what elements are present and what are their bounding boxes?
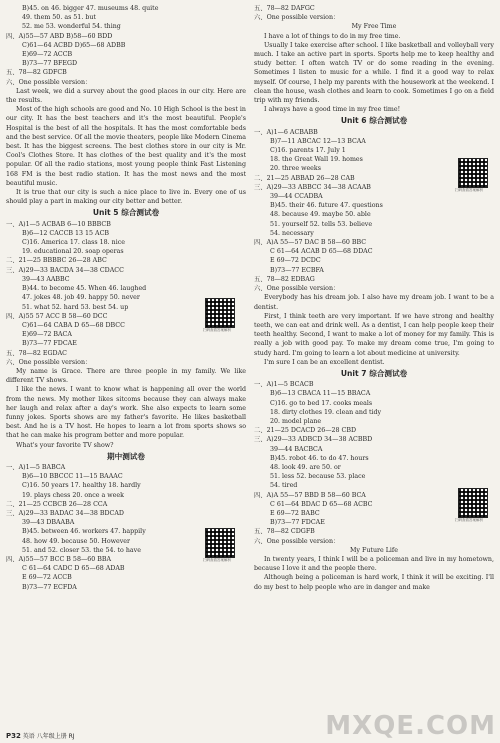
answer-line: E)69—72 ACCB [22, 51, 73, 59]
answer-line: B)45. between 46. workers 47. happily [22, 528, 146, 536]
footer-subject: 英语 八年级上册 RJ [22, 733, 75, 740]
answer-line: B)73—77 FDCAE [22, 340, 77, 348]
essay-title: 六、One possible version： [6, 358, 92, 366]
answer-line: 五、78—82 EGDAC [6, 349, 67, 357]
essay-paragraph: I always have a good time in my free time! [264, 106, 401, 114]
answer-line: 20. three weeks [270, 165, 321, 173]
essay-paragraph: It is true that our city is such a nice place to live in. Every one of us should play a part in making our city better and better. [6, 189, 246, 206]
answer-line: 48. because 49. maybe 50. able [270, 211, 371, 219]
essay-future-life [254, 555, 494, 592]
answer-line: 一、A)1—6 ACBABB [254, 128, 318, 136]
answer-line: 四、A)55 57 ACC B 58—60 DCC [6, 312, 108, 320]
unit6-answers [254, 128, 494, 284]
answer-line: 47. jokes 48. job 49. happy 50. never [22, 294, 140, 302]
answer-line: 四、A)A 55—57 BBD B 58—60 BCA [254, 491, 366, 499]
answer-line: 五、78—82 GDFCB [6, 69, 67, 77]
unit6-heading: Unit 6 综合测试卷 [340, 116, 408, 126]
unit5-answers [6, 220, 246, 358]
essay-paragraph: Although being a policeman is hard work, I think it will be exciting. I'll do my best to help people who are in danger and make [254, 574, 494, 591]
watermark: MXQE.COM [325, 711, 496, 741]
answer-line: C 61—64 CADC D 65—68 ADAB [22, 565, 125, 573]
essay-title: 六、One possible version： [254, 285, 340, 293]
essay-paragraph: I'm sure I can be an excellent dentist. [264, 358, 385, 366]
essay-paragraph: Most of the high schools are good and No. 10 High School is the best in our city. It has the best teachers and it's the most beautiful. People's Hospital is the best of all the hospitals. It has the most comfortable beds and the best service. Of all the movie theaters, people like Modern Cinema best. It has the biggest screens. The best clothes store in our city is Mr. Cool's Clothes Store. It has clothes of the best quality and it's the most popular. Of all the radio stations, most young people think Fast Listening 168 FM is the best radio station. It has the most news and the most beautiful music. [6, 106, 246, 187]
essay-title: 六、One possible version： [254, 537, 340, 545]
answer-line: C)16. 50 years 17. healthy 18. hardly [22, 482, 141, 490]
answer-line: 20. model plane [270, 417, 322, 425]
answer-line: 三、A)29—33 ADBCD 34—38 ACBBD [254, 436, 373, 444]
answer-line: 一、A)1—5 ACBAB 6—10 BBBCB [6, 220, 111, 228]
answer-line: B)7—11 ABCAC 12—13 BCAA [270, 137, 366, 145]
essay-paragraph: I have a lot of things to do in my free time. [264, 32, 401, 40]
answer-line: 48. look 49. are 50. or [270, 463, 341, 471]
answer-line: C 61—64 ACAB D 65—68 DDAC [270, 248, 373, 256]
answer-line: 二、21—25 DCACD 26—28 CBD [254, 427, 357, 435]
page-number: P32 [6, 732, 21, 740]
answer-line: 51. yourself 52. tells 53. believe [270, 220, 373, 228]
essay-paragraph: I like the news. I want to know what is happening all over the world from the news. My mother likes sitcoms because they can always make her laugh and relax after a day's work. She also expects to learn some funny jokes. Sports shows are my father's favorite. He likes basketball best. And he is a TV host. He hopes to learn a lot from sports shows so that he can make his program better and more popular. [6, 386, 246, 440]
qr-code-icon [205, 528, 235, 558]
answer-line: 五、78—82 DAFGC [254, 5, 315, 12]
answer-line: 一、A)1—5 BABCA [6, 463, 66, 471]
qr-code-icon [458, 158, 488, 188]
answer-line: 二、21—25 CCBCB 26—28 CCA [6, 500, 108, 508]
essay-paragraph: First, I think teeth are very important. If we have strong and healthy teeth, we can eat and drink well. As a dentist, I can help people keep their teeth healthy. Second, I want to make a lot of money for my family. This is really a job with good pay. To make my dream come true, I'm going to study hard. I'm going to learn a lot about medicine at university. [254, 312, 494, 357]
essay-paragraph: Usually I take exercise after school. I like basketball and volleyball very much. I take an active part in sports. Sports help me to keep healthy and study better. I often watch TV or do some reading in the evening. Sometimes I listen to music for a while. I find it a good way to relax myself. Of course, I help my parents with the housework at the weekend. I clean the house, wash clothes and learn to cook. Sometimes I go on a field trip with my friends. [254, 41, 494, 105]
answer-line: B)73—77 BFEGD [22, 60, 78, 68]
answer-line: B)73—77 ECFDA [22, 583, 77, 591]
answer-line: B)44. to become 45. When 46. laughed [22, 285, 147, 293]
answer-line: 19. plays chess 20. once a week [22, 491, 124, 499]
answer-line: 18. dirty clothes 19. clean and tidy [270, 408, 382, 416]
answer-line: 54. tired [270, 482, 298, 490]
essay-paragraph: My name is Grace. There are three people in my family. We like different TV shows. [6, 367, 246, 385]
essay-tv-shows [6, 367, 246, 450]
answer-line: E 69—72 BABC [270, 509, 320, 517]
answer-line: 五、78—82 EDBAG [254, 275, 315, 283]
answer-line: C)16. parents 17. July 1 [270, 147, 346, 155]
essay-heading: My Free Time [351, 23, 397, 31]
answer-line: 54. necessary [270, 229, 314, 237]
answer-line: C)61—64 ACBD D)65—68 ADBB [22, 41, 126, 49]
answer-line: 四、A)A 55—57 DAC B 58—60 BBC [254, 239, 367, 247]
answer-line: 四、A)55—57 BCC B 58—60 BBA [6, 555, 112, 563]
essay-dream-job [254, 293, 494, 367]
answer-line: 二、21—25 BBBBC 26—28 ABC [6, 257, 107, 265]
qr-code-icon [205, 298, 235, 328]
answer-line: 四、A)55—57 ABD B)58—60 BDD [6, 32, 113, 40]
essay-title: 六、One possible version： [6, 78, 92, 86]
answer-line: 五、78—82 CDGFB [254, 528, 315, 536]
answer-line: 三、A)29—33 BADAC 34—38 BDCAD [6, 509, 124, 517]
answer-line: 39—43 DBAABA [22, 519, 75, 527]
answer-block-top [6, 4, 246, 78]
answer-line: 19. educational 20. soap operas [22, 248, 124, 256]
answer-line: 一、A)1—5 BCACB [254, 381, 314, 389]
qr-caption: 扫码查看答案解析 [455, 188, 483, 192]
essay-paragraph: What's your favorite TV show? [16, 441, 114, 449]
answer-line: E 69—72 DCDC [270, 257, 321, 265]
answer-line: C)16. America 17. class 18. nice [22, 239, 125, 247]
answer-line: 39—44 CCADBA [270, 193, 323, 201]
page-footer [6, 731, 75, 740]
answer-line: 三、A)29—33 ABBCC 34—38 ACAAB [254, 183, 371, 191]
essay-paragraph: In twenty years, I think I will be a policeman and live in my hometown, because I love it and the people there. [254, 555, 494, 573]
essay-survey [6, 87, 246, 207]
answer-line: B)6—10 BBCCC 11—15 BAAAC [22, 473, 123, 481]
unit5-heading: Unit 5 综合测试卷 [92, 208, 160, 218]
answer-line: 48. how 49. because 50. However [22, 537, 131, 545]
qr-caption: 扫码查看答案解析 [203, 558, 231, 562]
answer-line: 39—43 AABBC [22, 275, 70, 283]
essay-heading: My Future Life [349, 546, 398, 554]
answer-line: B)73—77 ECBFA [270, 266, 324, 274]
essay-title: 六、One possible version： [254, 14, 340, 22]
answer-line: 二、21—25 ABBAD 26—28 CAB [254, 174, 355, 182]
essay-free-time [254, 32, 494, 115]
answer-line: E 69—72 ACCB [22, 574, 72, 582]
qr-caption: 扫码查看答案解析 [455, 518, 483, 522]
midterm-heading: 期中测试卷 [107, 451, 145, 461]
answer-line: B)45. their 46. future 47. questions [270, 202, 383, 210]
qr-code-icon [458, 488, 488, 518]
answer-line: B)73—77 FDCAE [270, 519, 325, 527]
answer-line: B)6—13 CBACA 11—15 BBACA [270, 390, 371, 398]
answer-line: 51. less 52. because 53. place [270, 473, 366, 481]
answer-line: E)69—72 BACA [22, 331, 72, 339]
essay-paragraph: Last week, we did a survey about the good places in our city. Here are the results. [6, 87, 246, 105]
qr-caption: 扫码查看答案解析 [203, 328, 231, 332]
essay-paragraph: Everybody has his dream job. I also have my dream job. I want to be a dentist. [254, 294, 494, 311]
answer-line: 51. and 52. closer 53. the 54. to have [22, 546, 141, 554]
answer-line: 51. what 52. hard 53. best 54. up [22, 303, 129, 311]
unit7-heading: Unit 7 综合测试卷 [340, 368, 408, 378]
answer-line: B)6—12 CACCB 13 15 ACB [22, 229, 110, 237]
answer-line: C 61—64 BDAC D 65—68 ACBC [270, 500, 373, 508]
answer-line: C)16. go to bed 17. cooks meals [270, 399, 373, 407]
answer-line: 三、A)29—33 BACDA 34—38 CDACC [6, 266, 124, 274]
answer-line: B)45. robot 46. to do 47. hours [270, 454, 369, 462]
answer-line: 52. me 53. wonderful 54. thing [22, 23, 121, 31]
answer-line: B)45. on 46. bigger 47. museums 48. quite [22, 5, 159, 12]
answer-line: 39—44 BACBCA [270, 445, 323, 453]
answer-line: 18. the Great Wall 19. homes [270, 156, 363, 164]
answer-line: C)61—64 CABA D 65—68 DBCC [22, 321, 125, 329]
answer-line: 49. them 50. as 51. but [22, 14, 96, 22]
